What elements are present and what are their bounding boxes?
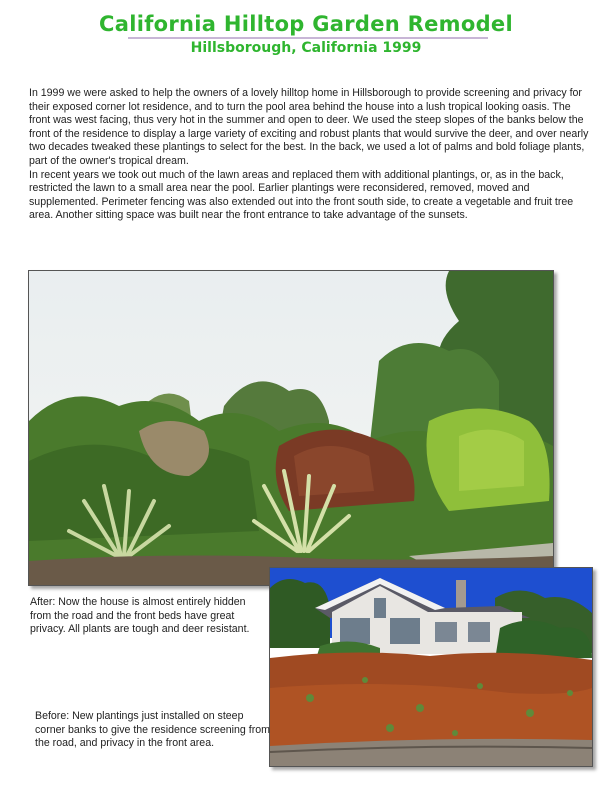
- title-divider: [128, 37, 488, 39]
- body-paragraph-1: In 1999 we were asked to help the owners of a lovely hilltop home in Hillsborough to provide screening and privacy for their exposed corner lot residence, and to turn the pool area behind the house into a lush tropical looking oasis. The front was west facing, thus very hot in the summer and open to deer. We used the steep slopes of the banks below the front of the residence to display a large variety of exciting and robust plants that would survive the deer, and over nearly two decades tweaked these plantings to select for the best. In the back, we used a lot of palms and bold foliage plants, part of the owner's tropical dream.: [29, 87, 589, 167]
- after-photo: [28, 270, 554, 586]
- before-photo: [269, 567, 593, 767]
- page-title: California Hilltop Garden Remodel: [99, 12, 513, 36]
- body-paragraph-2: In recent years we took out much of the lawn areas and replaced them with additional plantings, or, as in the back, restricted the lawn to a small area near the pool. Earlier plantings were reconsidered, removed, moved and supplemented. Perimeter fencing was also extended out into the front south side, to create a vegetable and fruit tree area. Another sitting space was built near the front entrance to take advantage of the sunsets.: [29, 168, 574, 222]
- body-text: [29, 87, 589, 223]
- page-subtitle: Hillsborough, California 1999: [190, 40, 422, 56]
- after-caption: After: Now the house is almost entirely hidden from the road and the front beds have great privacy. All plants are tough and deer resistant.: [30, 596, 250, 636]
- house-before-photo-icon: [270, 568, 592, 766]
- before-caption: Before: New plantings just installed on steep corner banks to give the residence screening from the road, and privacy in the front area.: [35, 710, 270, 750]
- garden-after-photo-icon: [29, 271, 553, 585]
